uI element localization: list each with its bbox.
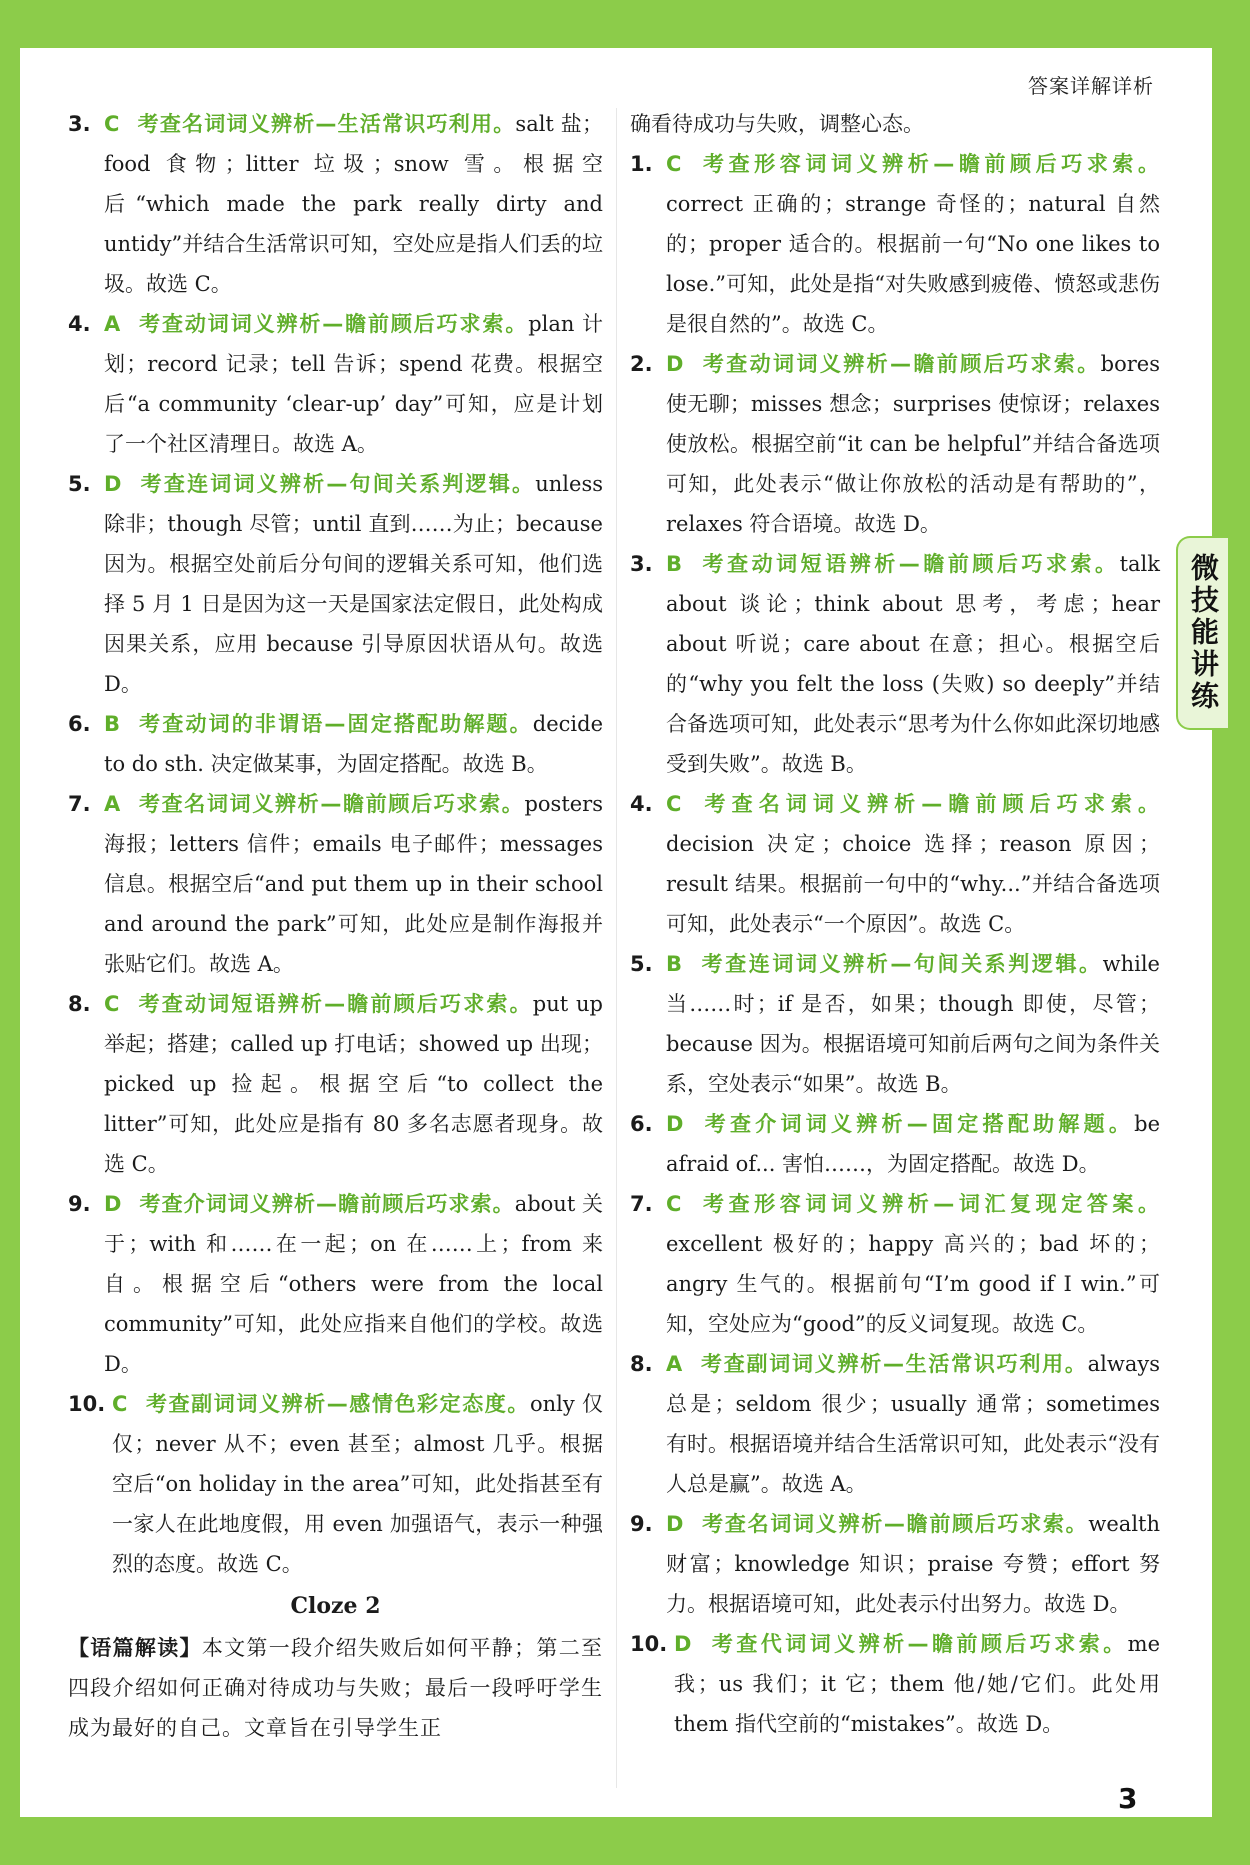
answer-item-8 [68,984,603,1184]
item-number: 9. [68,1192,91,1216]
explanation-text: while 当……时；if 是否，如果；though 即使，尽管；because 因为。根据语境可知前后两句之间为条件关系，空处表示“如果”。故选 B。 [666,952,1160,1096]
topic-label: 考查副词词义辨析—生活常识巧利用。 [700,1352,1088,1376]
item-number: 10. [630,1632,668,1656]
item-number: 8. [68,992,91,1016]
explanation-text: about 关于；with 和……在一起；on 在……上；from 来自。根据空后“others were from the local community”可知，此处应指来自他们的学校。故选 D。 [104,1192,604,1376]
explanation-text: decision 决定；choice 选择；reason 原因；result 结果。根据前一句中的“why...”并结合备选项可知，此处表示“一个原因”。故选 C。 [666,832,1160,936]
topic-label: 考查形容词词义辨析—瞻前顾后巧求索。 [699,152,1160,176]
answer-item-5 [630,944,1160,1104]
topic-label: 考查动词词义辨析—瞻前顾后巧求索。 [138,312,529,336]
answer-letter: C [666,152,682,176]
answer-item-5 [68,464,603,704]
answer-letter: B [666,952,683,976]
frame-bottom-border [0,1817,1250,1865]
answer-letter: B [666,552,683,576]
reading-continuation: 确看待成功与失败，调整心态。 [630,112,924,136]
item-number: 3. [68,112,91,136]
answer-item-9 [68,1184,603,1384]
item-number: 9. [630,1512,653,1536]
answer-item-6 [630,1104,1160,1184]
page-number: 3 [1118,1782,1138,1815]
explanation-text: only 仅仅；never 从不；even 甚至；almost 几乎。根据空后“on holiday in the area”可知，此处指甚至有一家人在此地度假，用 even 加强语气，表示一种强烈的态度。故选 C。 [112,1392,603,1576]
answer-letter: C [104,992,120,1016]
answer-item-7 [68,784,603,984]
topic-label: 考查名词词义辨析—瞻前顾后巧求索。 [138,792,525,816]
column-divider [616,108,617,1788]
explanation-text: salt 盐；food 食物；litter 垃圾；snow 雪。根据空后“which made the park really dirty and untidy”并结合生活常识可知，空处应是指人们丢的垃圾。故选 C。 [104,112,603,296]
answer-item-7 [630,1184,1160,1344]
explanation-text: wealth 财富；knowledge 知识；praise 夸赞；effort 努力。根据语境可知，此处表示付出努力。故选 D。 [666,1512,1160,1616]
explanation-text: correct 正确的；strange 奇怪的；natural 自然的；proper 适合的。根据前一句“No one likes to lose.”可知，此处是指“对失败感到疲倦、愤怒或悲伤是很自然的”。故选 C。 [666,192,1160,336]
explanation-text: excellent 极好的；happy 高兴的；bad 坏的；angry 生气的。根据前句“I’m good if I win.”可知，空处应为“good”的反义词复现。故选 C。 [666,1232,1160,1336]
side-tab-label: 微技能讲练 [1176,536,1228,730]
explanation-text: posters 海报；letters 信件；emails 电子邮件；messages 信息。根据空后“and put them up in their school and around the park”可知，此处应是制作海报并张贴它们。故选 A。 [104,792,603,976]
explanation-text: talk about 谈论；think about 思考，考虑；hear about 听说；care about 在意；担心。根据空后的“why you felt the loss (失败) so deeply”并结合备选项可知，此处表示“思考为什么你如此深切地感受到失败”。故选 B。 [666,552,1160,776]
answer-item-2 [630,344,1160,544]
answer-letter: C [666,792,682,816]
explanation-text: be afraid of... 害怕……，为固定搭配。故选 D。 [666,1112,1160,1176]
answer-item-6 [68,704,603,784]
explanation-text: always 总是；seldom 很少；usually 通常；sometimes 有时。根据语境并结合生活常识可知，此处表示“没有人总是赢”。故选 A。 [666,1352,1160,1496]
explanation-text: decide to do sth. 决定做某事，为固定搭配。故选 B。 [104,712,603,776]
item-number: 7. [68,792,91,816]
frame-right-border [1212,0,1250,1865]
answer-letter: D [104,472,122,496]
answer-letter: D [674,1632,692,1656]
explanation-text: me 我；us 我们；it 它；them 他/她/它们。此处用 them 指代空前的“mistakes”。故选 D。 [674,1632,1160,1736]
explanation-text: plan 计划；record 记录；tell 告诉；spend 花费。根据空后“a community ‘clear-up’ day”可知，应是计划了一个社区清理日。故选 A。 [104,312,604,456]
answer-item-4 [68,304,603,464]
left-column [68,104,603,1748]
answer-letter: D [104,1192,122,1216]
reading-label: 【语篇解读】 [68,1636,202,1660]
answer-item-8 [630,1344,1160,1504]
explanation-text: bores 使无聊；misses 想念；surprises 使惊讶；relaxes 使放松。根据空前“it can be helpful”并结合备选项可知，此处表示“做让你放松的活动是有帮助的”，relaxes 符合语境。故选 D。 [666,352,1160,536]
item-number: 6. [630,1112,653,1136]
answer-item-10 [630,1624,1160,1744]
passage-reading-note [68,1628,603,1748]
item-number: 2. [630,352,653,376]
topic-label: 考查名词词义辨析—生活常识巧利用。 [137,112,516,136]
item-number: 4. [68,312,91,336]
topic-label: 考查介词词义辨析—固定搭配助解题。 [701,1112,1135,1136]
item-number: 4. [630,792,653,816]
topic-label: 考查动词的非谓语—固定搭配助解题。 [138,712,533,736]
right-column [630,104,1160,1744]
page-header-title: 答案详解详析 [1028,74,1154,98]
topic-label: 考查形容词词义辨析—词汇复现定答案。 [699,1192,1160,1216]
answer-item-1 [630,144,1160,344]
item-number: 6. [68,712,91,736]
item-number: 3. [630,552,653,576]
item-number: 8. [630,1352,653,1376]
answer-item-4 [630,784,1160,944]
answer-letter: D [666,352,684,376]
answer-letter: C [666,1192,682,1216]
answer-item-3 [630,544,1160,784]
answer-letter: D [666,1112,684,1136]
answer-item-9 [630,1504,1160,1624]
answer-item-10 [68,1384,603,1584]
topic-label: 考查动词短语辨析—瞻前顾后巧求索。 [137,992,533,1016]
answer-letter: C [104,112,120,136]
answer-letter: D [666,1512,684,1536]
topic-label: 考查动词词义辨析—瞻前顾后巧求索。 [701,352,1101,376]
topic-label: 考查连词词义辨析—句间关系判逻辑。 [700,952,1103,976]
answer-letter: B [104,712,121,736]
answer-letter: A [104,312,121,336]
item-number: 1. [630,152,653,176]
cloze-section-title: Cloze 2 [290,1593,381,1619]
item-number: 5. [630,952,653,976]
topic-label: 考查副词词义辨析—感情色彩定态度。 [145,1392,530,1416]
explanation-text: unless 除非；though 尽管；until 直到……为止；because 因为。根据空处前后分句间的逻辑关系可知，他们选择 5 月 1 日是因为这一天是国家法定假日，此处构成因果关系，应用 because 引导原因状语从句。故选 D。 [104,472,603,696]
topic-label: 考查名词词义辨析—瞻前顾后巧求索。 [699,792,1160,816]
reading-text: 本文第一段介绍失败后如何平静；第二至四段介绍如何正确对待成功与失败；最后一段呼吁学生成为最好的自己。文章旨在引导学生正 [68,1636,604,1740]
topic-label: 考查连词词义辨析—句间关系判逻辑。 [139,472,536,496]
frame-top-border [0,0,1250,48]
explanation-text: put up 举起；搭建；called up 打电话；showed up 出现；picked up 捡起。根据空后“to collect the litter”可知，此处应是指有 80 多名志愿者现身。故选 C。 [104,992,604,1176]
answer-letter: A [666,1352,683,1376]
answer-letter: C [112,1392,128,1416]
item-number: 10. [68,1392,106,1416]
answer-item-3 [68,104,603,304]
frame-left-border [0,0,20,1865]
item-number: 5. [68,472,91,496]
topic-label: 考查介词词义辨析—瞻前顾后巧求索。 [139,1192,515,1216]
topic-label: 考查名词词义辨析—瞻前顾后巧求索。 [701,1512,1089,1536]
topic-label: 考查代词词义辨析—瞻前顾后巧求索。 [709,1632,1128,1656]
topic-label: 考查动词短语辨析—瞻前顾后巧求索。 [700,552,1120,576]
answer-letter: A [104,792,121,816]
item-number: 7. [630,1192,653,1216]
